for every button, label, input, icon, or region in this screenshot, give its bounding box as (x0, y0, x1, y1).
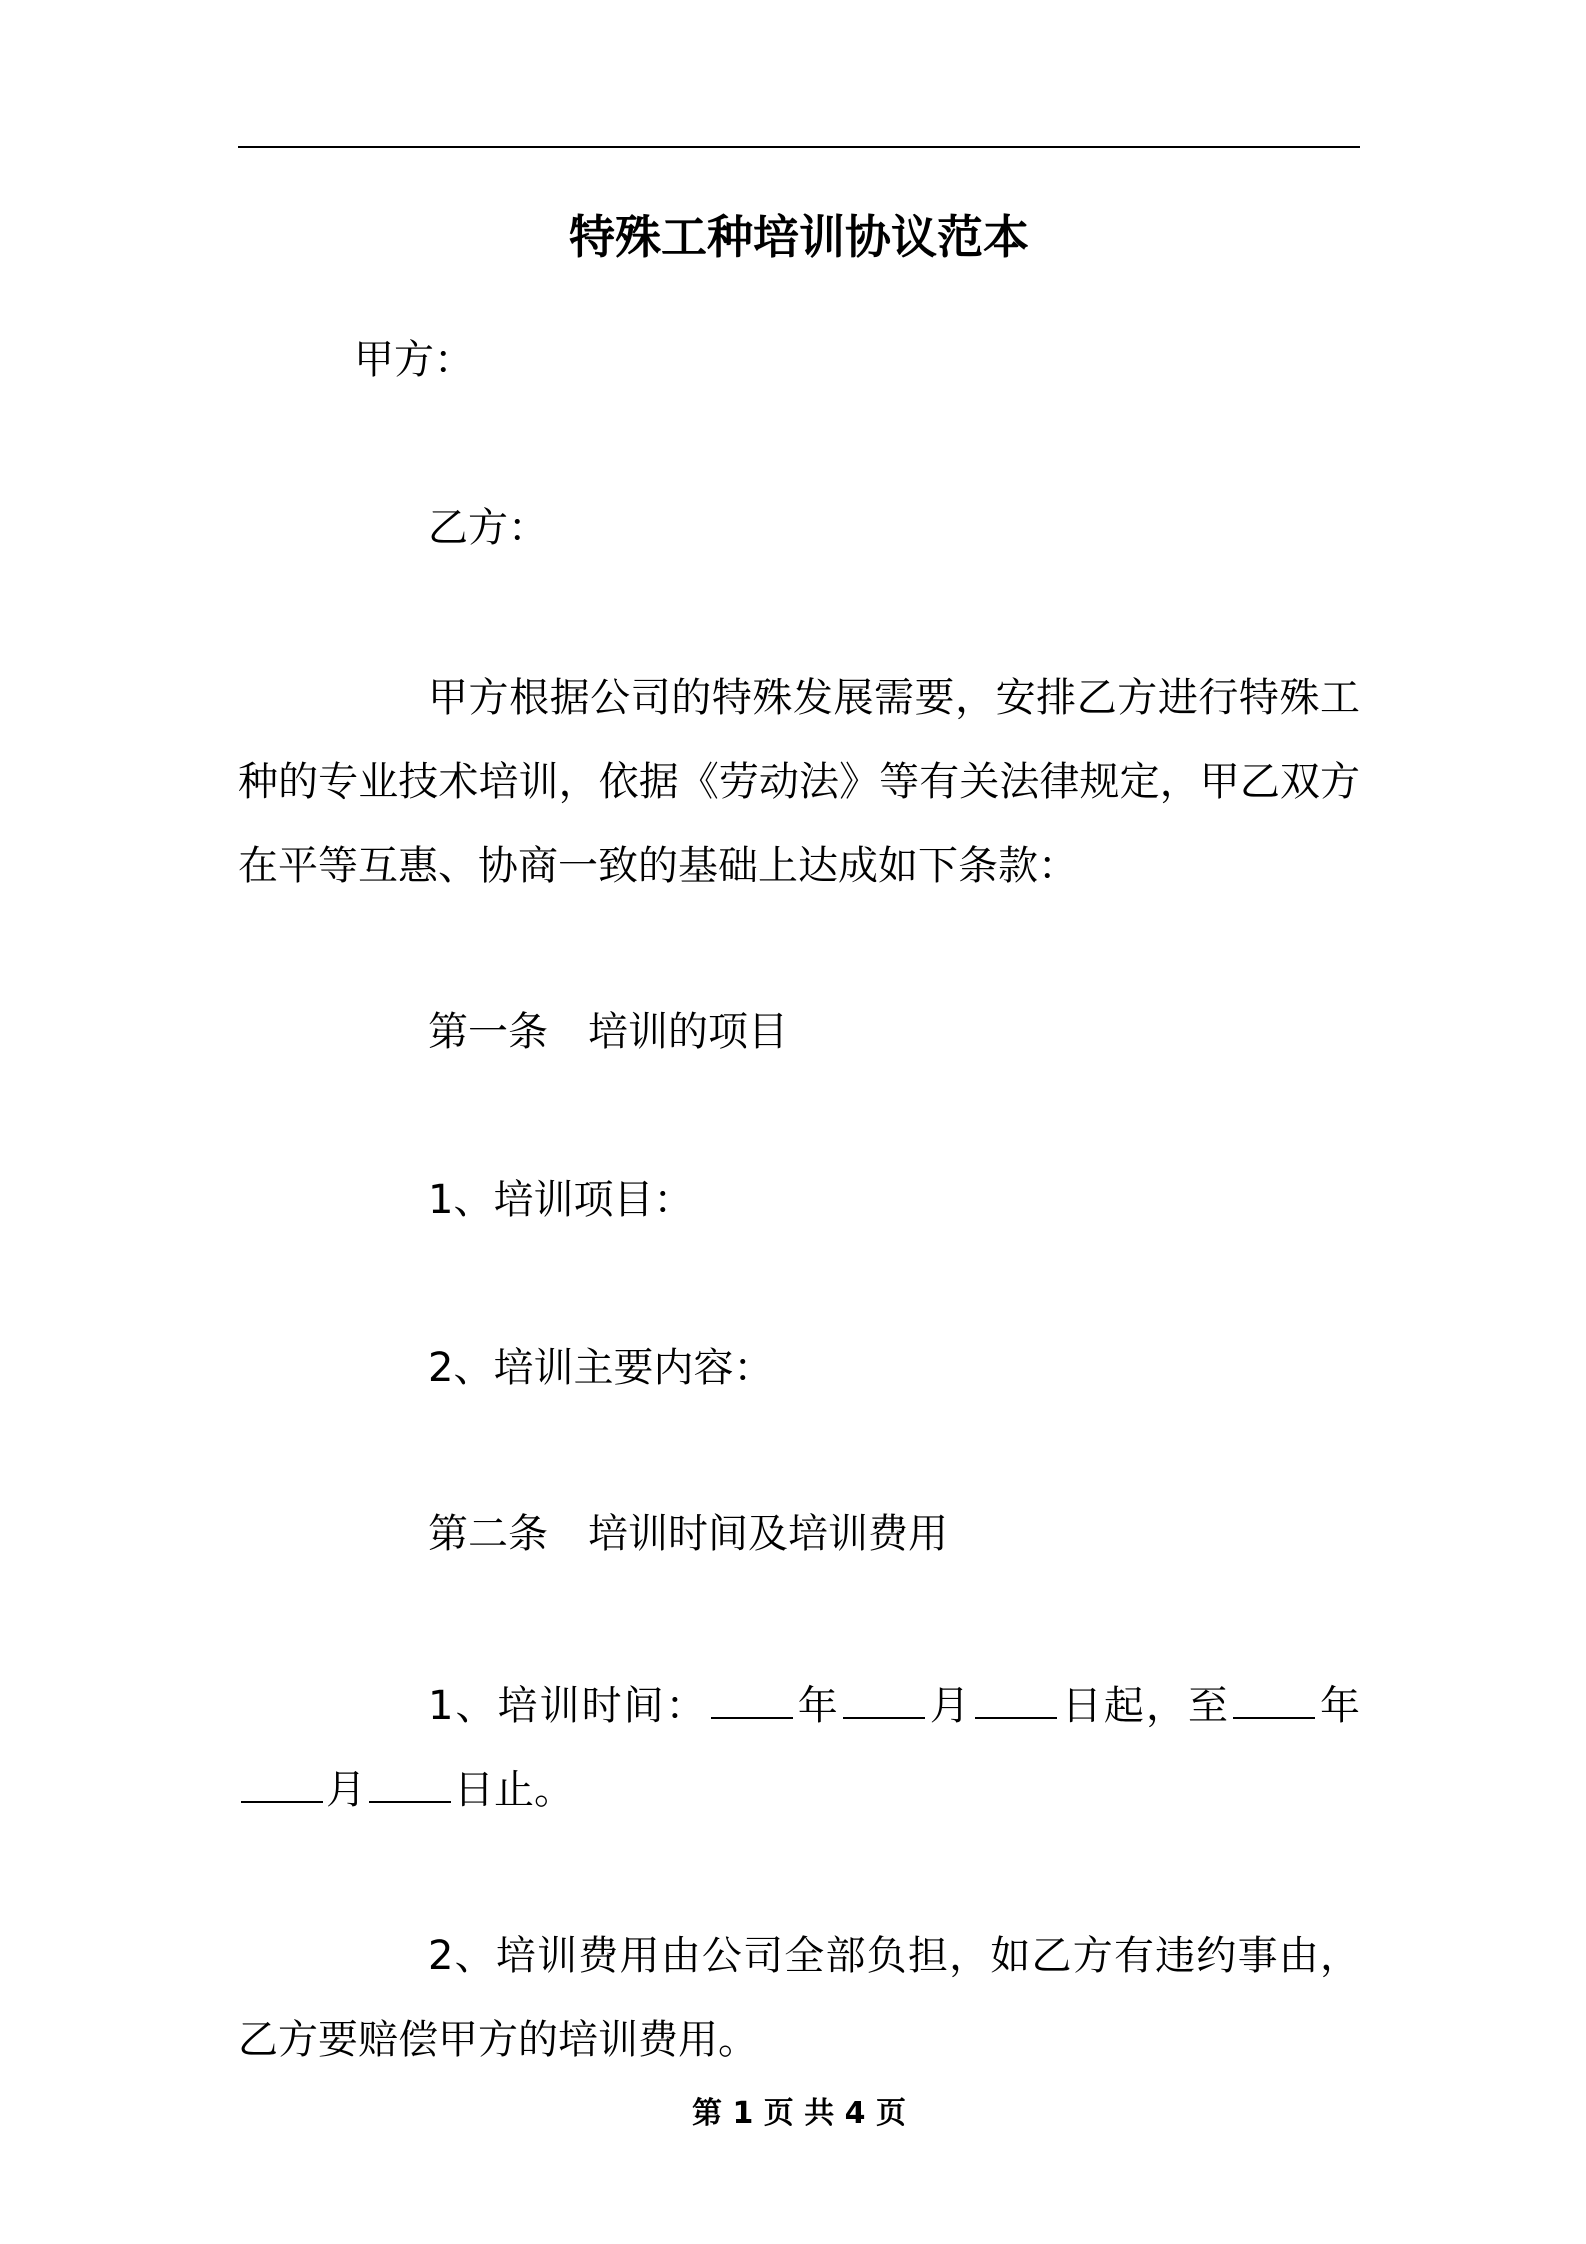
end-year-blank[interactable] (1233, 1681, 1315, 1719)
start-month-blank[interactable] (843, 1681, 925, 1719)
day-to-text: 日止。 (454, 1767, 574, 1813)
page-number-footer: 第 1 页 共 4 页 (692, 2096, 906, 2131)
year2-text: 年 (1318, 1683, 1361, 1729)
intro-paragraph: 甲方根据公司的特殊发展需要，安排乙方进行特殊工种的专业技术培训，依据《劳动法》等有关法律规定，甲乙双方在平等互惠、协商一致的基础上达成如下条款： (238, 675, 1360, 889)
day-from-text: 日起，至 (1059, 1683, 1231, 1729)
article-1-item-1: 1、培训项目： (428, 1177, 694, 1223)
article-2-heading: 第二条 培训时间及培训费用 (428, 1511, 948, 1557)
year-text: 年 (795, 1683, 840, 1729)
article-1-item-2: 2、培训主要内容： (428, 1345, 774, 1391)
article-2-item-1 (238, 1664, 1360, 1832)
article-1-heading: 第一条 培训的项目 (428, 1009, 788, 1055)
party-b-label: 乙方： (428, 505, 548, 551)
start-day-blank[interactable] (975, 1681, 1057, 1719)
header-rule (238, 146, 1360, 148)
article-2-item-2: 2、培训费用由公司全部负担，如乙方有违约事由，乙方要赔偿甲方的培训费用。 (238, 1933, 1360, 2063)
end-month-blank[interactable] (241, 1765, 323, 1803)
document-title: 特殊工种培训协议范本 (569, 210, 1029, 264)
month-text: 月 (927, 1683, 972, 1729)
end-day-blank[interactable] (369, 1765, 451, 1803)
training-time-label: 1、培训时间： (428, 1683, 708, 1729)
party-a-label: 甲方： (354, 337, 474, 383)
month2-text: 月 (326, 1767, 366, 1813)
start-year-blank[interactable] (711, 1681, 793, 1719)
